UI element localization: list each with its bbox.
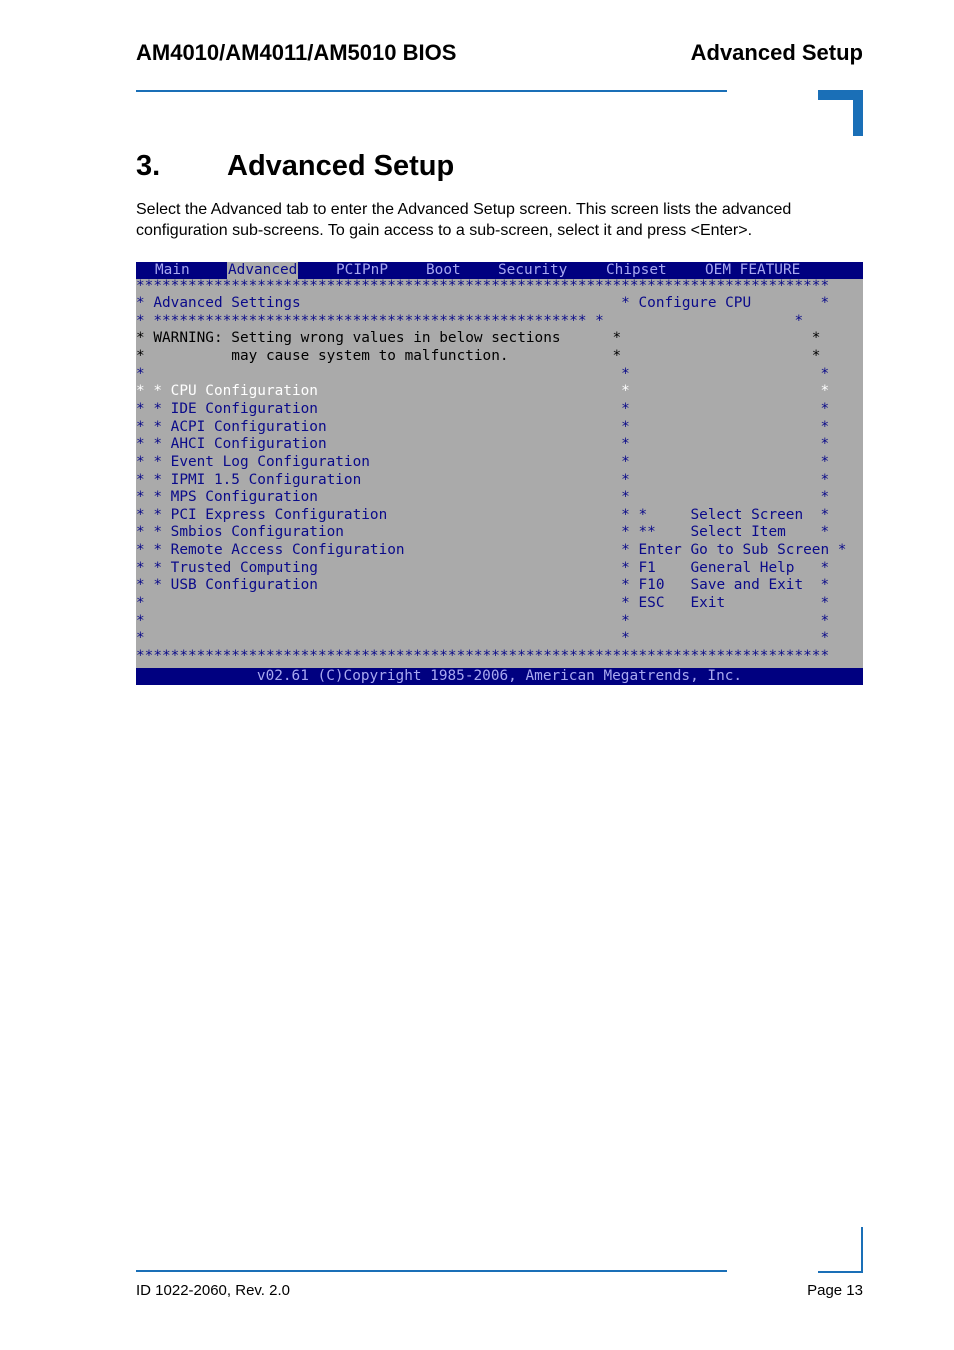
- tab-chipset[interactable]: Chipset: [606, 262, 667, 278]
- bios-line: * * *: [136, 630, 830, 646]
- tab-main[interactable]: Main: [155, 262, 190, 278]
- footer-page-number: Page 13: [807, 1282, 863, 1299]
- tab-advanced[interactable]: Advanced: [228, 262, 298, 278]
- bios-line: * * *: [136, 613, 830, 629]
- menu-item-ipmi-configuration[interactable]: * * IPMI 1.5 Configuration * *: [136, 472, 830, 488]
- bios-copyright-bar: v02.61 (C)Copyright 1985-2006, American Megatrends, Inc.: [136, 668, 863, 685]
- menu-item-usb-configuration[interactable]: * * USB Configuration * F10 Save and Exit *: [136, 577, 830, 593]
- header-title: AM4010/AM4011/AM5010 BIOS: [136, 40, 457, 65]
- footer-rule: [136, 1270, 727, 1272]
- menu-item-acpi-configuration[interactable]: * * ACPI Configuration * *: [136, 419, 830, 435]
- bios-line: * * ESC Exit *: [136, 595, 830, 611]
- bios-screen: [136, 262, 863, 685]
- menu-item-mps-configuration[interactable]: * * MPS Configuration * *: [136, 489, 830, 505]
- menu-item-remote-access-configuration[interactable]: * * Remote Access Configuration * Enter Go to Sub Screen *: [136, 542, 847, 558]
- section-title: Advanced Setup: [227, 150, 455, 182]
- menu-item-event-log-configuration[interactable]: * * Event Log Configuration * *: [136, 454, 830, 470]
- menu-item-pci-express-configuration[interactable]: * * PCI Express Configuration * * Select Screen *: [136, 507, 830, 523]
- tab-pcipnp[interactable]: PCIPnP: [336, 262, 388, 278]
- header-rule: [136, 90, 727, 92]
- bios-warning-line: * may cause system to malfunction. * *: [136, 348, 821, 364]
- corner-decoration-bottom: [818, 1227, 863, 1273]
- header-section: Advanced Setup: [690, 40, 863, 65]
- menu-item-trusted-computing[interactable]: * * Trusted Computing * F1 General Help *: [136, 560, 830, 576]
- bios-line: ********************************************************************************: [136, 648, 830, 664]
- tab-boot[interactable]: Boot: [426, 262, 461, 278]
- menu-item-ahci-configuration[interactable]: * * AHCI Configuration * *: [136, 436, 830, 452]
- footer-document-id: ID 1022-2060, Rev. 2.0: [136, 1282, 290, 1299]
- bios-tab-bar: [136, 262, 863, 279]
- menu-item-ide-configuration[interactable]: * * IDE Configuration * *: [136, 401, 830, 417]
- section-number: 3.: [136, 150, 161, 182]
- menu-item-smbios-configuration[interactable]: * * Smbios Configuration * ** Select Item *: [136, 524, 830, 540]
- bios-line: * ************************************************** * *: [136, 313, 804, 329]
- bios-warning-line: * WARNING: Setting wrong values in below sections * *: [136, 330, 821, 346]
- bios-line: ********************************************************************************: [136, 278, 830, 294]
- tab-oem-feature[interactable]: OEM FEATURE: [705, 262, 801, 278]
- corner-decoration-top: [818, 90, 863, 136]
- tab-security[interactable]: Security: [498, 262, 568, 278]
- bios-line: * Advanced Settings * Configure CPU *: [136, 295, 830, 311]
- bios-line: * * *: [136, 366, 830, 382]
- menu-item-cpu-configuration[interactable]: * * CPU Configuration * *: [136, 383, 830, 399]
- intro-paragraph: Select the Advanced tab to enter the Advanced Setup screen. This screen lists the advanced configuration sub-screens. To gain access to a sub-screen, select it and press <Enter>.: [136, 201, 792, 239]
